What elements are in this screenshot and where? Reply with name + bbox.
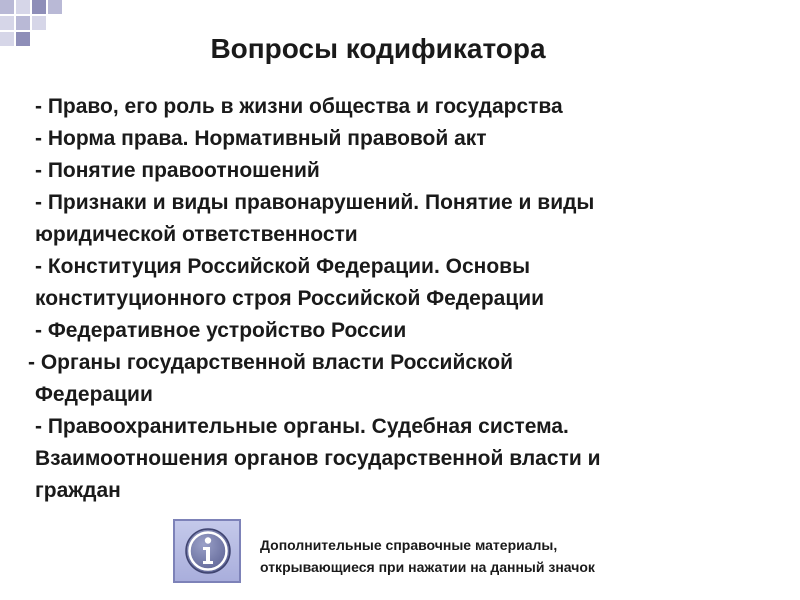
list-item — [28, 251, 768, 315]
list-item-text-continued: Взаимоотношения органов государственной власти и — [35, 447, 601, 470]
list-item-text-continued: конституционного строя Российской Федерации — [35, 287, 545, 310]
list-item — [28, 411, 768, 507]
list-item-text: - Норма права. Нормативный правовой акт — [35, 127, 487, 150]
info-note — [260, 534, 595, 578]
list-item-text-continued: граждан — [35, 479, 121, 502]
list-item — [28, 187, 768, 251]
list-item-text: - Понятие правоотношений — [35, 159, 320, 182]
info-note-line: Дополнительные справочные материалы, — [260, 537, 558, 553]
list-item-text: - Конституция Российской Федерации. Основы — [35, 255, 531, 278]
list-item-text: - Признаки и виды правонарушений. Понятие и виды — [35, 191, 595, 214]
list-item — [28, 347, 768, 411]
list-item — [28, 155, 768, 187]
topic-list — [28, 91, 768, 507]
list-item-text: - Органы государственной власти Российской — [28, 351, 513, 374]
list-item-text-continued: юридической ответственности — [35, 223, 358, 246]
info-button[interactable] — [173, 519, 241, 583]
list-item-text-continued: Федерации — [35, 383, 153, 406]
list-item-text: - Право, его роль в жизни общества и государства — [35, 95, 563, 118]
slide-title: Вопросы кодификатора — [210, 33, 546, 64]
list-item — [28, 123, 768, 155]
info-icon — [184, 527, 232, 575]
info-note-line: открывающиеся при нажатии на данный значок — [260, 559, 595, 575]
list-item — [28, 91, 768, 123]
list-item — [28, 315, 768, 347]
list-item-text: - Федеративное устройство России — [35, 319, 407, 342]
list-item-text: - Правоохранительные органы. Судебная система. — [35, 415, 569, 438]
